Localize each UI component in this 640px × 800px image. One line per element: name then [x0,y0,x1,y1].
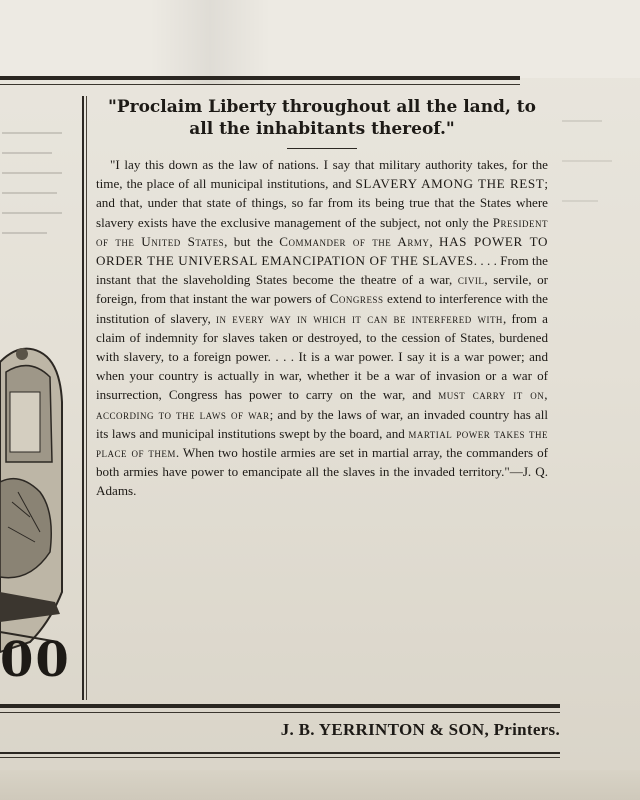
quote-text: . . . . From the instant that the slaveholding States become the theatre of a war, [96,253,548,288]
printer-imprint: J. B. YERRINTON & SON, Printers. [280,720,560,739]
quote-small-caps: President of the United States [96,214,548,249]
faded-text-line [2,192,57,194]
quote-text: . When two hostile armies are set in martial array, the commanders of both armies have power to emancipate all the slaves in the invaded territory."—J. Q. Adams. [96,445,549,499]
faded-text-line [2,152,52,154]
column-divider-thin [86,96,87,700]
faded-right-text [556,100,640,700]
quote-text: , servile, or foreign, from that instant the war powers of [96,272,549,307]
motto-rule [287,148,357,149]
left-column-fragment [0,92,80,702]
next-page-edge [0,770,640,800]
quote-text: ; and by the laws of war, an invaded country has all its laws and municipal institutions swept by the board, and [96,406,548,441]
quote-emphasis: SLAVERY AMONG THE REST [355,176,545,192]
top-rule-thin [0,84,520,85]
quote-text: , from a claim of indemnity for slaves taken or destroyed, to the cession of States, burdened with slavery, to a foreign power. . . . It is a war power. I say it is a war power; and when your country is actually in war, whether it be a war of invasion or a war of insurrection, Congress has power to carry on the war, and [96,310,548,403]
quote-text: ; and that, under that state of things, so far from its being true that the States where slavery exists have the exclusive management of the subject, not only the [96,176,548,230]
footer-rule-thin [0,757,560,758]
quote-small-caps: Congress [329,291,384,307]
bottom-rule-thin [0,712,560,713]
faded-text-line [2,232,47,234]
quote-small-caps: civil [457,272,485,288]
faded-text-line [2,172,62,174]
quote-small-caps: Commander of the Army [279,233,430,249]
top-rule [0,76,520,80]
large-numerals: 00 [0,632,71,688]
adams-quote [96,155,548,501]
quote-text: , but the [224,233,280,249]
fold-shadow [150,0,270,84]
quote-small-caps: martial power takes the place of them [96,425,548,461]
bottom-rule [0,704,560,708]
quote-text: extend to interference with the institution of slavery, [96,291,548,326]
right-column-fragment [556,100,640,700]
engraving-illustration [0,342,70,672]
faded-text-line [2,132,62,134]
quote-text: , [429,233,440,249]
quote-small-caps: must carry it on, according to the laws of war [96,387,548,422]
page-top-margin [0,0,640,78]
article-motto: "Proclaim Liberty throughout all the land, to all the inhabitants thereof." [108,97,536,139]
quote-emphasis: HAS POWER TO ORDER THE UNIVERSAL EMANCIPATION OF THE SLAVES [96,233,549,269]
quote-text: "I lay this down as the law of nations. I say that military authority takes, for the time, the place of all municipal institutions, and [96,157,548,192]
article [96,96,548,501]
quote-small-caps: in every way in which it can be interfered with [216,310,503,326]
footer-rule [0,752,560,754]
column-divider [82,96,84,700]
faded-text-line [2,212,62,214]
